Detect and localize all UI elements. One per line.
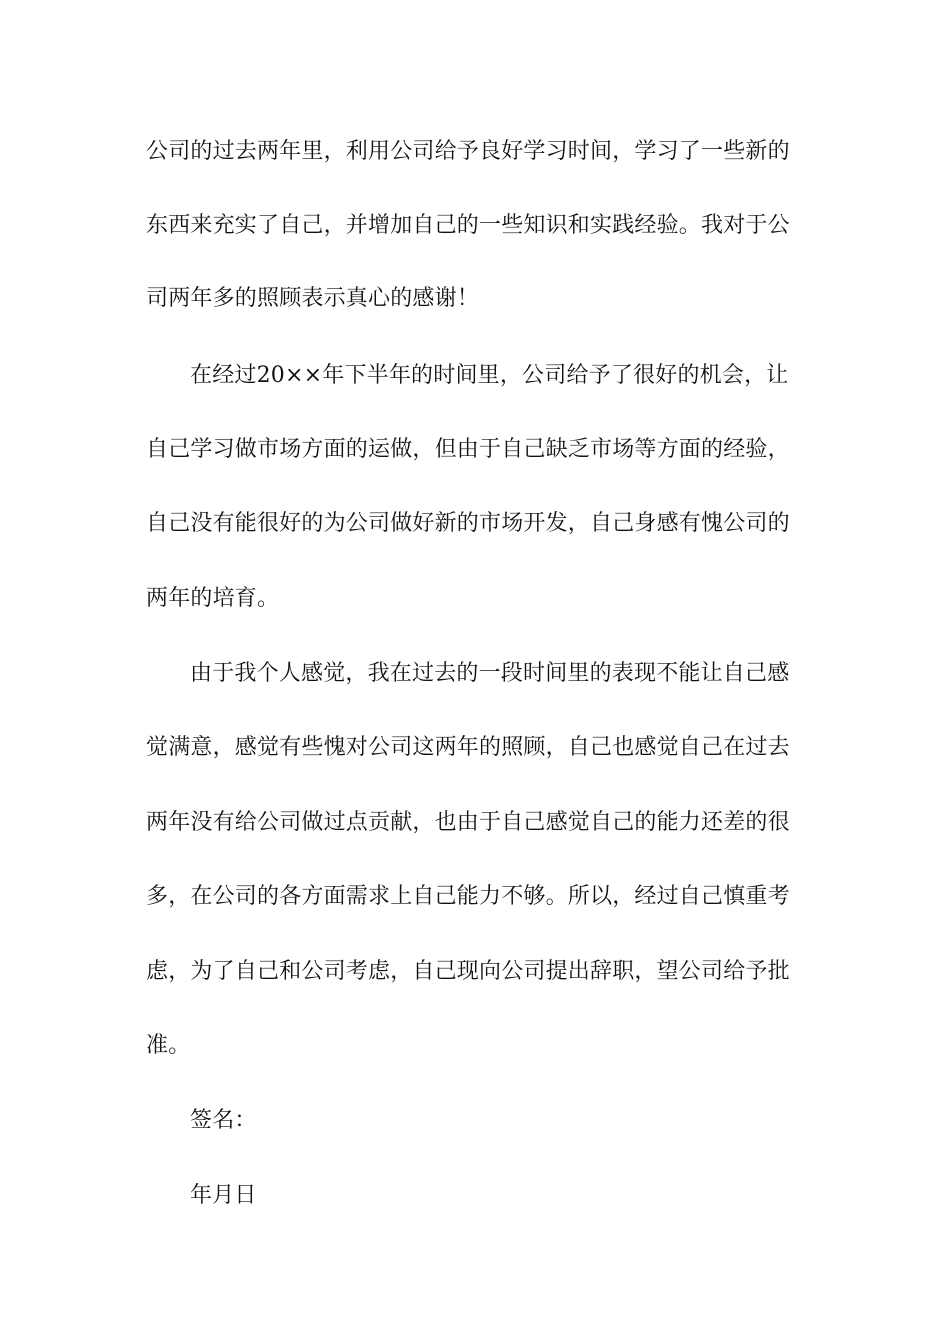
paragraph-3-line-3: 两年没有给公司做过点贡献，也由于自己感觉自己的能力还差的很	[146, 810, 790, 835]
paragraph-2-line-2: 自己学习做市场方面的运做，但由于自己缺乏市场等方面的经验，	[146, 437, 790, 462]
paragraph-1-line-2: 东西来充实了自己，并增加自己的一些知识和实践经验。我对于公	[146, 213, 790, 238]
paragraph-3-line-1: 由于我个人感觉，我在过去的一段时间里的表现不能让自己感	[190, 661, 790, 686]
paragraph-2-line-1: 在经过20××年下半年的时间里，公司给予了很好的机会，让	[190, 363, 789, 388]
paragraph-3-line-2: 觉满意，感觉有些愧对公司这两年的照顾，自己也感觉自己在过去	[146, 735, 790, 760]
date-label: 年月日	[190, 1183, 257, 1208]
paragraph-1-line-3: 司两年多的照顾表示真心的感谢！	[146, 286, 480, 311]
signature-label: 签名：	[190, 1108, 257, 1133]
paragraph-2-line-4: 两年的培育。	[146, 586, 280, 611]
paragraph-3-line-6: 准。	[146, 1033, 191, 1058]
paragraph-3-line-5: 虑，为了自己和公司考虑，自己现向公司提出辞职，望公司给予批	[146, 959, 790, 984]
paragraph-1-line-1: 公司的过去两年里，利用公司给予良好学习时间，学习了一些新的	[146, 139, 790, 164]
paragraph-2-line-3: 自己没有能很好的为公司做好新的市场开发，自己身感有愧公司的	[146, 511, 790, 536]
paragraph-3-line-4: 多，在公司的各方面需求上自己能力不够。所以，经过自己慎重考	[146, 884, 790, 909]
